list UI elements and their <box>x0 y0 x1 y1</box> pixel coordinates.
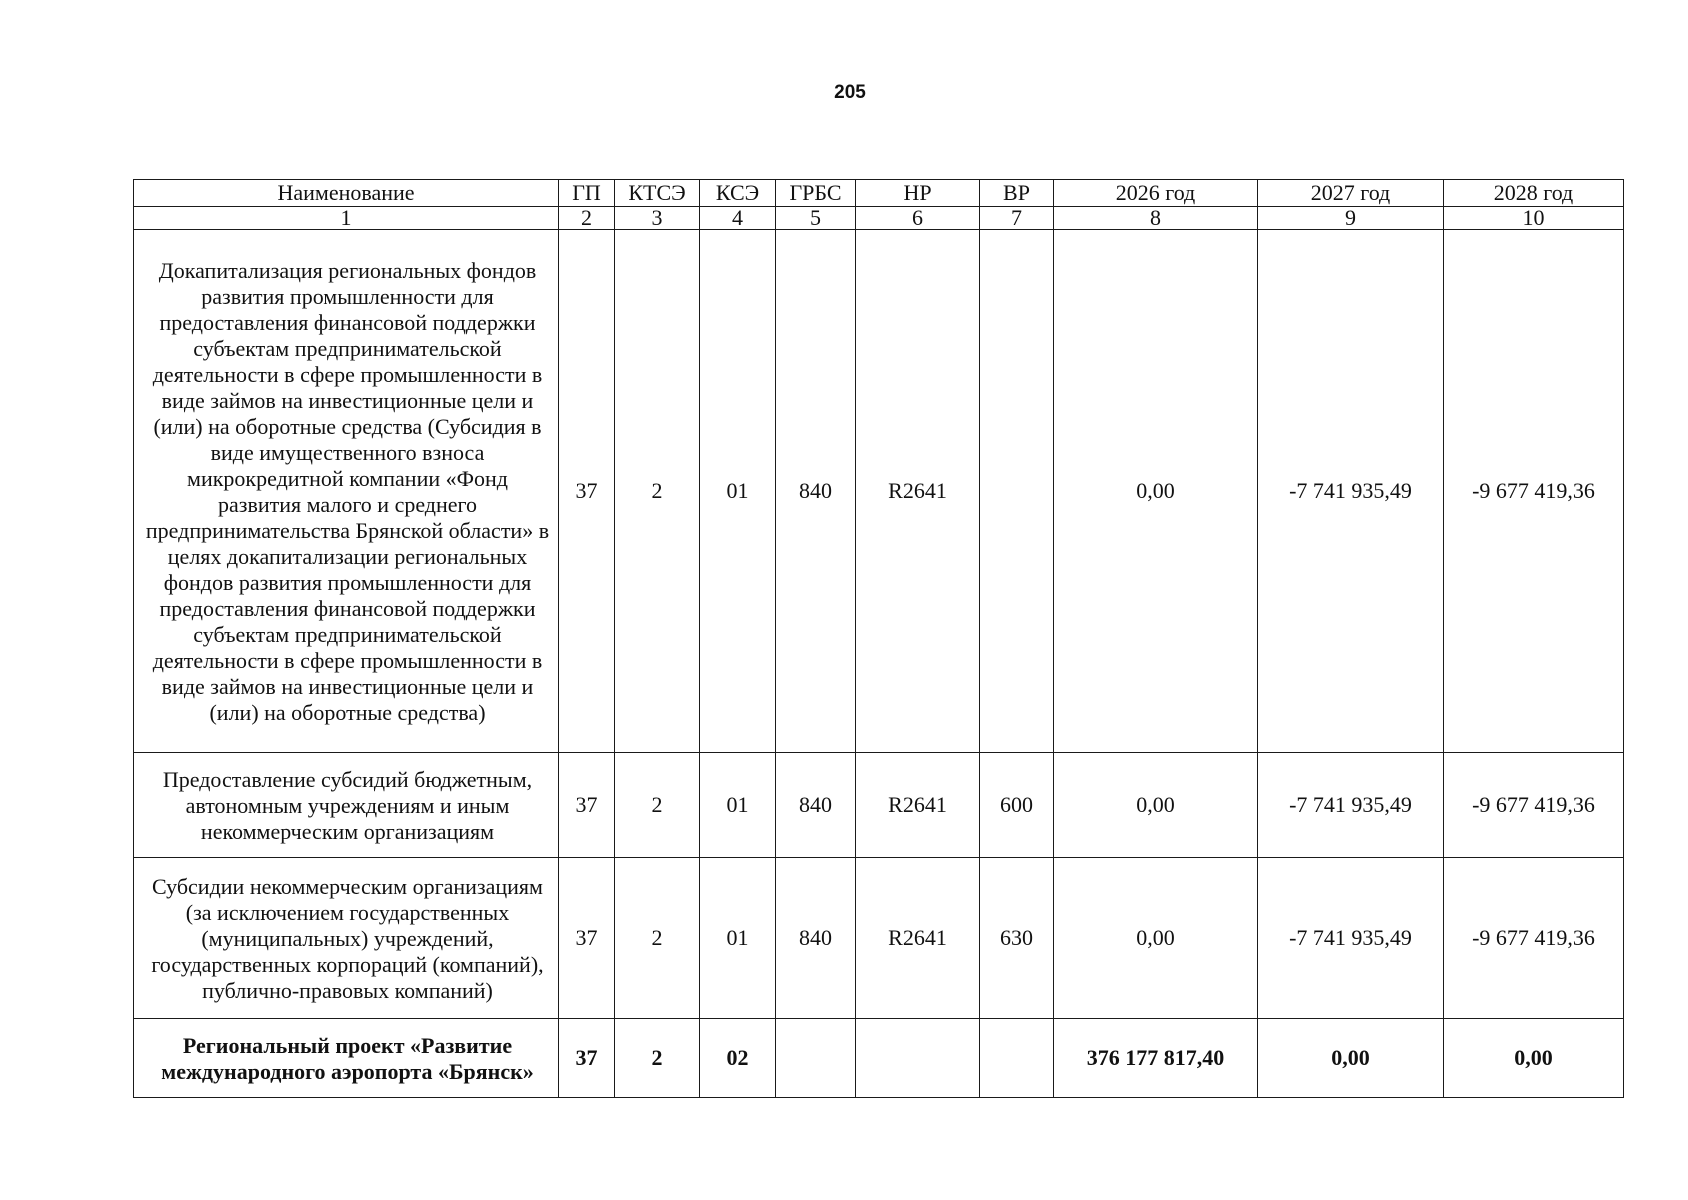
cell-vr: 600 <box>980 753 1054 858</box>
cell-2026: 376 177 817,40 <box>1054 1019 1258 1098</box>
cell-kse: 01 <box>700 230 776 753</box>
cell-kse: 02 <box>700 1019 776 1098</box>
table-row <box>134 858 1624 1019</box>
column-number: 7 <box>980 207 1054 230</box>
cell-vr <box>980 230 1054 753</box>
header-ktse: КТСЭ <box>615 180 700 207</box>
cell-2028: -9 677 419,36 <box>1444 230 1624 753</box>
cell-nr: R2641 <box>856 858 980 1019</box>
cell-vr <box>980 1019 1054 1098</box>
column-number: 5 <box>776 207 856 230</box>
header-kse: КСЭ <box>700 180 776 207</box>
cell-gp: 37 <box>559 753 615 858</box>
cell-grbs: 840 <box>776 753 856 858</box>
header-vr: ВР <box>980 180 1054 207</box>
header-2028: 2028 год <box>1444 180 1624 207</box>
header-2027: 2027 год <box>1258 180 1444 207</box>
cell-grbs: 840 <box>776 858 856 1019</box>
cell-grbs <box>776 1019 856 1098</box>
cell-2026: 0,00 <box>1054 858 1258 1019</box>
cell-2026: 0,00 <box>1054 230 1258 753</box>
column-number: 8 <box>1054 207 1258 230</box>
header-2026: 2026 год <box>1054 180 1258 207</box>
cell-ktse: 2 <box>615 753 700 858</box>
header-nr: НР <box>856 180 980 207</box>
cell-nr: R2641 <box>856 230 980 753</box>
cell-vr: 630 <box>980 858 1054 1019</box>
cell-2027: -7 741 935,49 <box>1258 858 1444 1019</box>
header-row <box>134 180 1624 207</box>
cell-2027: -7 741 935,49 <box>1258 753 1444 858</box>
row-name: Региональный проект «Развитие международного аэропорта «Брянск» <box>134 1019 559 1098</box>
column-number: 1 <box>134 207 559 230</box>
header-gp: ГП <box>559 180 615 207</box>
cell-grbs: 840 <box>776 230 856 753</box>
cell-ktse: 2 <box>615 230 700 753</box>
column-number: 3 <box>615 207 700 230</box>
row-name: Субсидии некоммерческим организациям (за исключением государственных (муниципальных) учреждений, государственных корпораций (компаний), публично-правовых компаний) <box>134 858 559 1019</box>
table-row <box>134 230 1624 753</box>
cell-gp: 37 <box>559 1019 615 1098</box>
cell-kse: 01 <box>700 753 776 858</box>
row-name: Докапитализация региональных фондов развития промышленности для предоставления финансовой поддержки субъектам предпринимательской деятельности в сфере промышленности в виде займов на инвестиционные цели и (или) на оборотные средства (Субсидия в виде имущественного взноса микрокредитной компании «Фонд развития малого и среднего предпринимательства Брянской области» в целях докапитализации региональных фондов развития промышленности для предоставления финансовой поддержки субъектам предпринимательской деятельности в сфере промышленности в виде займов на инвестиционные цели и (или) на оборотные средства) <box>134 230 559 753</box>
page-number: 205 <box>834 82 866 103</box>
header-name: Наименование <box>134 180 559 207</box>
cell-kse: 01 <box>700 858 776 1019</box>
column-number: 6 <box>856 207 980 230</box>
column-number: 2 <box>559 207 615 230</box>
column-number: 10 <box>1444 207 1624 230</box>
cell-gp: 37 <box>559 858 615 1019</box>
cell-2027: -7 741 935,49 <box>1258 230 1444 753</box>
cell-gp: 37 <box>559 230 615 753</box>
column-number-row <box>134 207 1624 230</box>
table-row-project <box>134 1019 1624 1098</box>
header-grbs: ГРБС <box>776 180 856 207</box>
column-number: 9 <box>1258 207 1444 230</box>
cell-2028: -9 677 419,36 <box>1444 858 1624 1019</box>
budget-table <box>133 179 1624 1098</box>
cell-2028: -9 677 419,36 <box>1444 753 1624 858</box>
cell-nr: R2641 <box>856 753 980 858</box>
cell-ktse: 2 <box>615 1019 700 1098</box>
column-number: 4 <box>700 207 776 230</box>
cell-2028: 0,00 <box>1444 1019 1624 1098</box>
cell-2027: 0,00 <box>1258 1019 1444 1098</box>
cell-2026: 0,00 <box>1054 753 1258 858</box>
table-row <box>134 753 1624 858</box>
cell-nr <box>856 1019 980 1098</box>
row-name: Предоставление субсидий бюджетным, автономным учреждениям и иным некоммерческим организациям <box>134 753 559 858</box>
cell-ktse: 2 <box>615 858 700 1019</box>
